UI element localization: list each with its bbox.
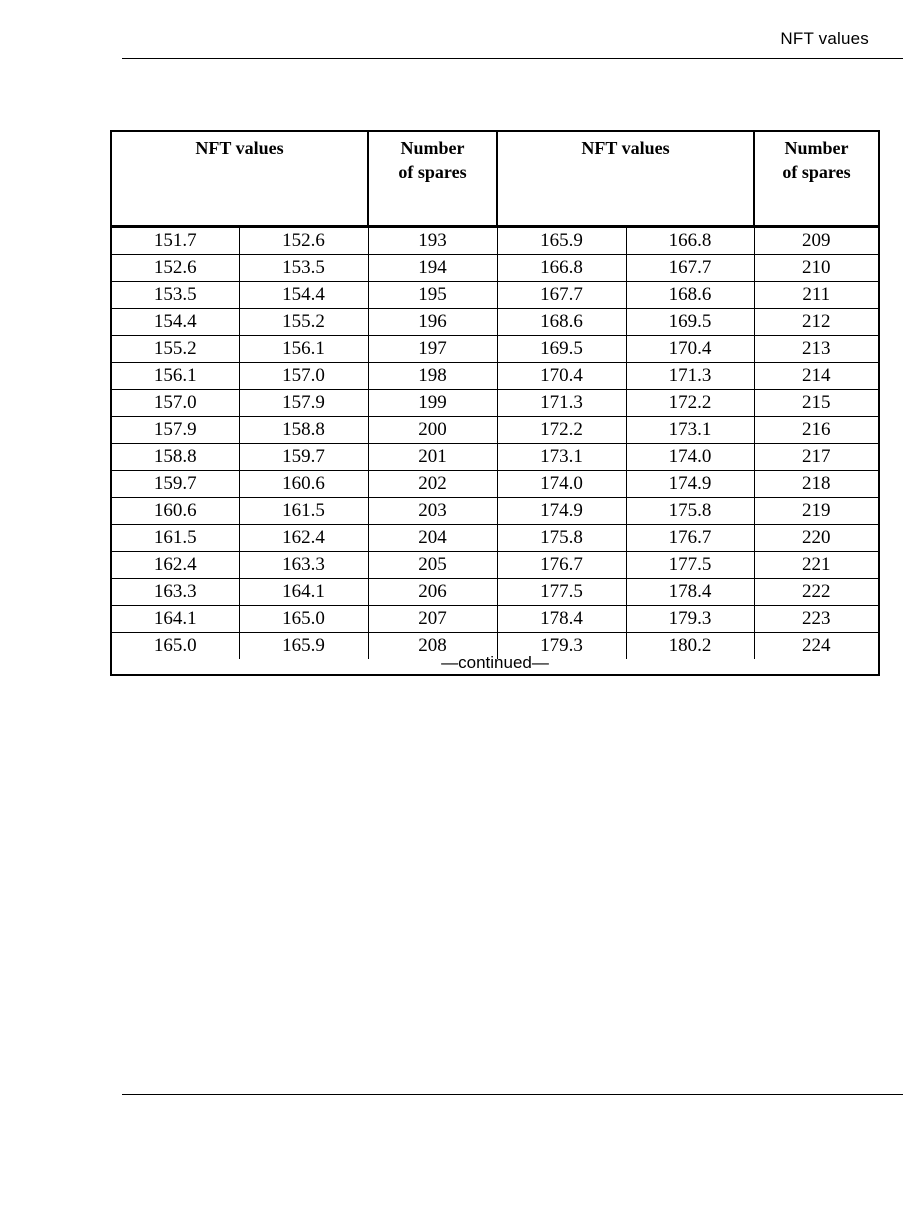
cell-nft-from-right: 166.8: [497, 254, 626, 281]
cell-spares-left: 203: [368, 497, 497, 524]
cell-nft-from-left: 165.0: [112, 632, 239, 659]
cell-spares-left: 195: [368, 281, 497, 308]
header-nft-values-left: NFT values: [112, 132, 368, 226]
cell-spares-left: 194: [368, 254, 497, 281]
table-row: [112, 470, 878, 497]
cell-spares-right: 212: [754, 308, 878, 335]
cell-nft-from-left: 160.6: [112, 497, 239, 524]
cell-spares-left: 196: [368, 308, 497, 335]
cell-spares-right: 222: [754, 578, 878, 605]
cell-nft-from-left: 153.5: [112, 281, 239, 308]
header-number-of-spares-right: Number of spares: [754, 132, 878, 226]
table-body: [112, 226, 878, 659]
cell-nft-to-right: 170.4: [626, 335, 754, 362]
table-row: [112, 443, 878, 470]
cell-spares-right: 209: [754, 226, 878, 254]
cell-nft-from-right: 167.7: [497, 281, 626, 308]
table-row: [112, 416, 878, 443]
cell-nft-from-right: 172.2: [497, 416, 626, 443]
cell-nft-to-left: 165.9: [239, 632, 368, 659]
cell-spares-right: 224: [802, 634, 831, 656]
cell-nft-to-left: 159.7: [239, 443, 368, 470]
cell-nft-from-right: 176.7: [497, 551, 626, 578]
cell-nft-to-right: 172.2: [626, 389, 754, 416]
table-row: [112, 551, 878, 578]
continued-rule: [112, 674, 878, 675]
cell-nft-from-left: 154.4: [112, 308, 239, 335]
cell-spares-left: 201: [368, 443, 497, 470]
cell-nft-to-left: 161.5: [239, 497, 368, 524]
cell-spares-left: 200: [368, 416, 497, 443]
cell-nft-from-left: 152.6: [112, 254, 239, 281]
cell-spares-right: 221: [754, 551, 878, 578]
cell-nft-from-right: 174.9: [497, 497, 626, 524]
cell-nft-to-left: 164.1: [239, 578, 368, 605]
cell-spares-right: 213: [754, 335, 878, 362]
table-row: [112, 389, 878, 416]
table-row: [112, 497, 878, 524]
cell-nft-from-left: 159.7: [112, 470, 239, 497]
cell-nft-from-right: 168.6: [497, 308, 626, 335]
cell-spares-left: 204: [368, 524, 497, 551]
cell-spares-left: 202: [368, 470, 497, 497]
cell-nft-to-right: 171.3: [626, 362, 754, 389]
cell-nft-to-right: 166.8: [626, 226, 754, 254]
cell-spares-right: 219: [754, 497, 878, 524]
cell-nft-from-left: 156.1: [112, 362, 239, 389]
table-row: [112, 308, 878, 335]
cell-nft-from-right: 169.5: [497, 335, 626, 362]
cell-nft-from-left: 162.4: [112, 551, 239, 578]
cell-nft-to-left: 158.8: [239, 416, 368, 443]
cell-spares-left: 199: [368, 389, 497, 416]
cell-nft-from-right: 175.8: [497, 524, 626, 551]
table-row: [112, 254, 878, 281]
table-row: [112, 524, 878, 551]
cell-nft-to-right: 168.6: [626, 281, 754, 308]
cell-nft-to-left: 160.6: [239, 470, 368, 497]
cell-nft-to-left: 152.6: [239, 226, 368, 254]
table-row: [112, 226, 878, 254]
cell-nft-to-left: 154.4: [239, 281, 368, 308]
continued-note: —continued—: [441, 653, 549, 672]
cell-nft-to-right: 174.9: [626, 470, 754, 497]
cell-nft-from-right: 177.5: [497, 578, 626, 605]
table-row: [112, 335, 878, 362]
cell-nft-from-right: 171.3: [497, 389, 626, 416]
cell-spares-left: 198: [368, 362, 497, 389]
running-head: NFT values: [780, 29, 869, 48]
cell-spares-right: 210: [754, 254, 878, 281]
cell-nft-from-right: 170.4: [497, 362, 626, 389]
cell-nft-to-left: 157.9: [239, 389, 368, 416]
cell-nft-from-right: 179.3: [497, 632, 626, 659]
cell-nft-to-left: 162.4: [239, 524, 368, 551]
cell-spares-right: 223: [754, 605, 878, 632]
cell-nft-from-right: 173.1: [497, 443, 626, 470]
cell-nft-from-right: 174.0: [497, 470, 626, 497]
header-nft-values-right: NFT values: [497, 132, 754, 226]
cell-nft-from-left: 163.3: [112, 578, 239, 605]
cell-spares-right: 214: [754, 362, 878, 389]
cell-spares-left: 208: [368, 632, 497, 659]
nft-spares-table: [110, 130, 880, 676]
cell-nft-to-right: 175.8: [626, 497, 754, 524]
cell-spares-left: 205: [368, 551, 497, 578]
cell-nft-to-right: 176.7: [626, 524, 754, 551]
cell-nft-to-left: 157.0: [239, 362, 368, 389]
cell-spares-right: 218: [754, 470, 878, 497]
cell-spares-left: 193: [368, 226, 497, 254]
table-row: [112, 362, 878, 389]
table-row: [112, 605, 878, 632]
cell-nft-to-left: 153.5: [239, 254, 368, 281]
cell-nft-from-left: 157.0: [112, 389, 239, 416]
cell-nft-to-right: 169.5: [626, 308, 754, 335]
cell-nft-to-right: 173.1: [626, 416, 754, 443]
table-row: [112, 578, 878, 605]
cell-spares-right: 217: [754, 443, 878, 470]
cell-nft-to-right: 177.5: [626, 551, 754, 578]
footer-rule: [122, 1094, 903, 1095]
cell-nft-to-right: 167.7: [626, 254, 754, 281]
table-row: [112, 281, 878, 308]
cell-nft-to-left: 163.3: [239, 551, 368, 578]
cell-nft-from-left: 151.7: [112, 226, 239, 254]
cell-nft-from-right: 178.4: [497, 605, 626, 632]
cell-spares-left: 197: [368, 335, 497, 362]
cell-spares-left: 206: [368, 578, 497, 605]
header-rule: [122, 58, 903, 59]
cell-spares-right: 216: [754, 416, 878, 443]
nft-table: [112, 132, 878, 659]
cell-spares-left: 207: [368, 605, 497, 632]
cell-nft-to-left: 155.2: [239, 308, 368, 335]
cell-nft-from-left: 158.8: [112, 443, 239, 470]
cell-spares-right: 220: [754, 524, 878, 551]
cell-nft-to-left: 156.1: [239, 335, 368, 362]
cell-nft-to-right: 180.2: [626, 632, 754, 659]
cell-nft-to-left: 165.0: [239, 605, 368, 632]
table-header-row: [112, 132, 878, 226]
cell-nft-from-left: 164.1: [112, 605, 239, 632]
header-number-of-spares-left: Number of spares: [368, 132, 497, 226]
cell-nft-to-right: 178.4: [626, 578, 754, 605]
cell-nft-from-left: 161.5: [112, 524, 239, 551]
cell-spares-right: 211: [754, 281, 878, 308]
cell-spares-right: 215: [754, 389, 878, 416]
cell-nft-from-right: 165.9: [497, 226, 626, 254]
cell-nft-to-right: 179.3: [626, 605, 754, 632]
cell-nft-from-left: 155.2: [112, 335, 239, 362]
cell-nft-from-left: 157.9: [112, 416, 239, 443]
cell-nft-to-right: 174.0: [626, 443, 754, 470]
